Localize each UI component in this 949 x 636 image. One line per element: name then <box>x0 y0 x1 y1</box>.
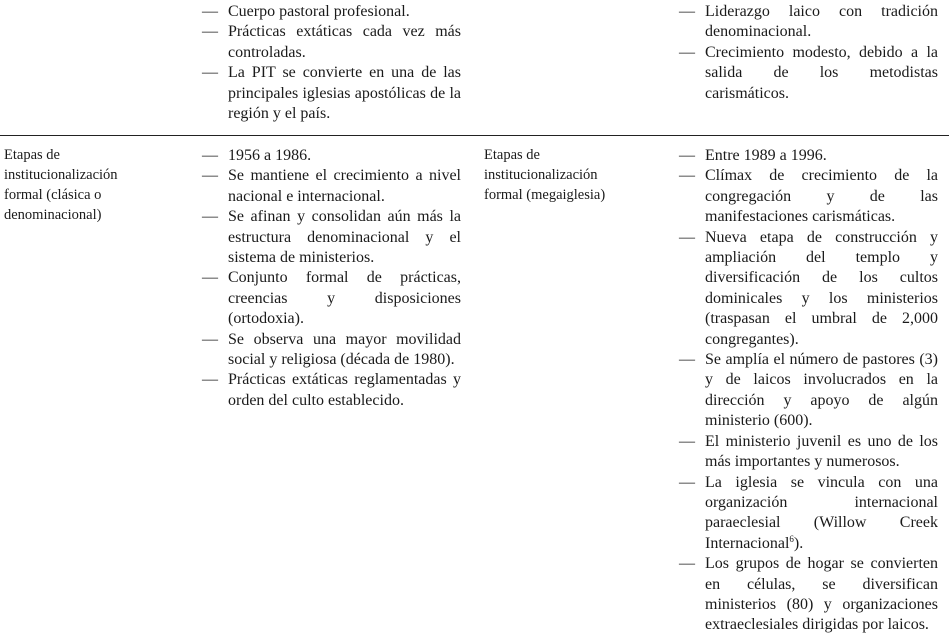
row-divider <box>0 135 949 136</box>
list-item: — Se mantiene el crecimiento a nivel nacional e internacional. <box>202 167 461 205</box>
list-item: — Se afinan y consolidan aún más la estructura denominacional y el sistema de ministerios. <box>202 208 461 267</box>
list-item: — Entre 1989 a 1996. <box>679 146 938 166</box>
list-item: — Conjunto formal de prácticas, creencias y disposiciones (ortodoxia). <box>202 269 461 328</box>
list-item: — Prácticas extáticas cada vez más controladas. <box>202 23 461 61</box>
list-item: — La iglesia se vincula con una organización internacional paraeclesial (Willow Creek Internacional$^6$). <box>679 473 938 552</box>
list-item: — Se amplía el número de pastores (3) y de laicos involucrados en la dirección y apoyo de algún ministerio (600). <box>679 351 938 430</box>
dash: — <box>202 64 218 82</box>
top-right-items <box>679 2 938 104</box>
list-item: — Los grupos de hogar se convierten en células, se diversifican ministerios (80) y organizaciones extraeclesiales dirigidas por laicos. <box>679 555 938 634</box>
list-item: — Liderazgo laico con tradición denominacional. <box>679 3 938 41</box>
bottom-left-items <box>202 146 461 411</box>
dash: — <box>679 43 695 61</box>
dash: — <box>202 208 218 226</box>
dash: — <box>202 3 218 20</box>
list-item: — Cuerpo pastoral profesional. <box>202 2 461 22</box>
dash: — <box>679 167 695 185</box>
list-item: — El ministerio juvenil es uno de los más importantes y numerosos. <box>679 432 938 471</box>
dash: — <box>202 167 218 185</box>
dash: — <box>202 147 218 164</box>
list-item: — Prácticas extáticas reglamentadas y orden del culto establecido. <box>202 371 461 409</box>
stage-label-classic: Etapas de institucionalización formal (clásica o denominacional) <box>4 147 118 223</box>
dash: — <box>679 147 695 164</box>
dash: — <box>202 269 218 287</box>
dash: — <box>679 3 695 20</box>
list-item: — Se observa una mayor movilidad social y religiosa (década de 1980). <box>202 330 461 369</box>
list-item: — Clímax de crecimiento de la congregación y de las manifestaciones carismáticas. <box>679 167 938 226</box>
footnote-marker: 6 <box>789 533 794 544</box>
dash: — <box>679 473 695 491</box>
dash: — <box>679 555 695 573</box>
list-item: — 1956 a 1986. <box>202 146 461 166</box>
list-item: — La PIT se convierte en una de las principales iglesias apostólicas de la región y el país. <box>202 64 461 123</box>
dash: — <box>202 330 218 348</box>
dash: — <box>679 351 695 369</box>
top-left-items <box>202 2 461 124</box>
stage-label-megachurch: Etapas de institucionalización formal (megaiglesia) <box>484 147 606 203</box>
dash: — <box>679 432 695 450</box>
bottom-right-items <box>679 146 938 636</box>
list-item: — Crecimiento modesto, debido a la salida de los metodistas carismáticos. <box>679 43 938 102</box>
list-item: — Nueva etapa de construcción y ampliación del templo y diversificación de los cultos dominicales y los ministerios (traspasan el umbral de 2,000 congregantes). <box>679 228 938 348</box>
dash: — <box>679 228 695 246</box>
dash: — <box>202 371 218 389</box>
dash: — <box>202 23 218 41</box>
